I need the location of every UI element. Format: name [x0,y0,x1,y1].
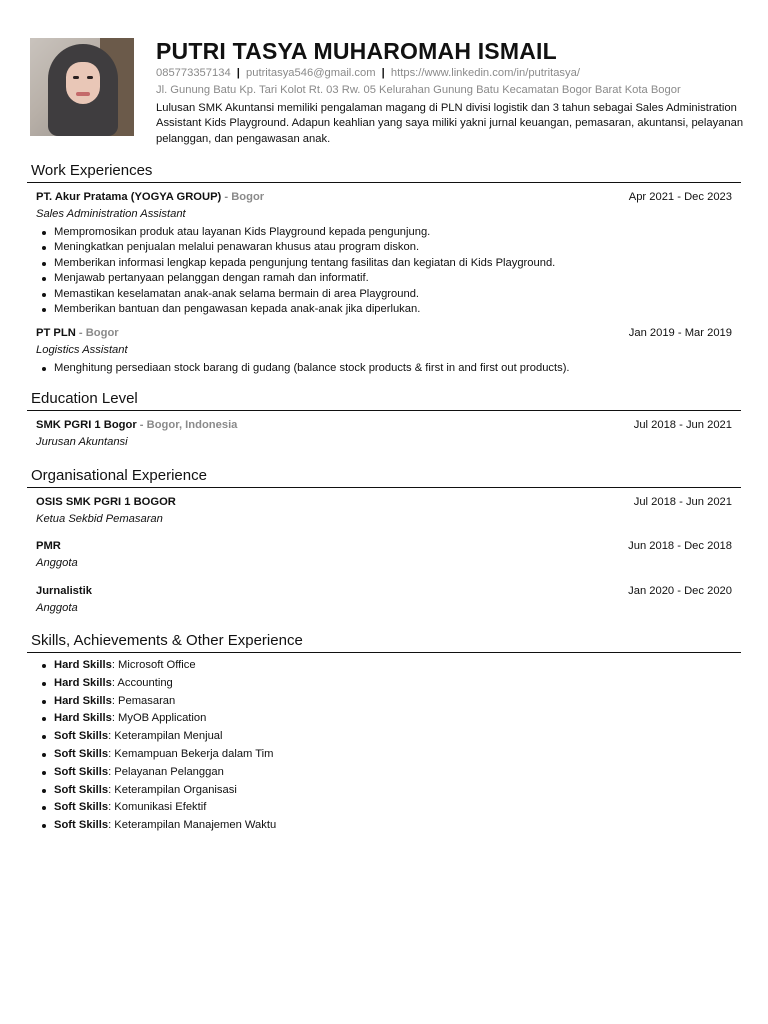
skill-item: Soft Skills: Keterampilan Organisasi [54,782,276,800]
skill-item: Soft Skills: Keterampilan Manajemen Waktu [54,817,276,835]
employment-dates: Jan 2019 - Mar 2019 [628,327,732,339]
contact-line [156,67,580,79]
profile-photo [30,38,134,136]
school-location: - Bogor, Indonesia [136,419,238,431]
organisation-role: Anggota [36,557,78,569]
education-entry-header [36,419,732,431]
work-entry-header [36,327,732,339]
skill-item: Soft Skills: Keterampilan Menjual [54,728,276,746]
organisation-dates: Jul 2018 - Jun 2021 [633,496,732,508]
section-divider [27,182,741,183]
education-dates: Jul 2018 - Jun 2021 [633,419,732,431]
list-item: Memastikan keselamatan anak-anak selama bermain di area Playground. [54,287,555,302]
job-duties-list [54,361,570,376]
employer-location: - Bogor [75,327,119,339]
organisation-name: OSIS SMK PGRI 1 BOGOR [36,496,176,508]
organisation-name: Jurnalistik [36,585,92,597]
organisation-entry-header [36,585,732,597]
employer-name: PT. Akur Pratama (YOGYA GROUP) [36,191,222,203]
list-item: Meningkatkan penjualan melalui penawaran khusus atau program diskon. [54,240,555,255]
skill-item: Soft Skills: Pelayanan Pelanggan [54,764,276,782]
study-program: Jurusan Akuntansi [36,436,128,448]
list-item: Menjawab pertanyaan pelanggan dengan ramah dan informatif. [54,271,555,286]
skill-item: Hard Skills: Microsoft Office [54,657,276,675]
section-title-organisation: Organisational Experience [31,467,207,484]
separator: | [236,67,240,79]
section-divider [27,487,741,488]
phone-number: 085773357134 [156,67,231,79]
list-item: Memberikan informasi lengkap kepada pengunjung tentang fasilitas dan kegiatan di Kids Playground. [54,256,555,271]
profile-summary: Lulusan SMK Akuntansi memiliki pengalaman magang di PLN divisi logistik dan 3 tahun sebagai Sales Administration Assistant Kids Playground. Adapun keahlian yang saya miliki yakni jurnal keuangan, pemasaran, akuntansi, pelayanan pelanggan, dan pengawasan anak. [156,102,744,145]
skill-item: Hard Skills: Accounting [54,675,276,693]
organisation-dates: Jan 2020 - Dec 2020 [628,585,732,597]
job-duties-list [54,225,555,317]
section-title-skills: Skills, Achievements & Other Experience [31,632,303,649]
skills-list [54,657,276,835]
section-title-work: Work Experiences [31,162,153,179]
employment-dates: Apr 2021 - Dec 2023 [628,191,732,203]
candidate-name: PUTRI TASYA MUHAROMAH ISMAIL [156,38,557,64]
employer-location: - Bogor [221,191,265,203]
list-item: Memberikan bantuan dan pengawasan kepada anak-anak jika diperlukan. [54,302,555,317]
linkedin-link[interactable]: https://www.linkedin.com/in/putritasya/ [390,67,580,79]
email-link[interactable]: putritasya546@gmail.com [246,67,376,79]
address: Jl. Gunung Batu Kp. Tari Kolot Rt. 03 Rw. 05 Kelurahan Gunung Batu Kecamatan Bogor Barat Kota Bogor [156,84,681,96]
organisation-role: Ketua Sekbid Pemasaran [36,513,163,525]
organisation-role: Anggota [36,602,78,614]
list-item: Mempromosikan produk atau layanan Kids Playground kepada pengunjung. [54,225,555,240]
organisation-name: PMR [36,540,61,552]
skill-item: Hard Skills: MyOB Application [54,710,276,728]
section-divider [27,652,741,653]
skill-item: Soft Skills: Kemampuan Bekerja dalam Tim [54,746,276,764]
school-name: SMK PGRI 1 Bogor [36,419,137,431]
section-title-education: Education Level [31,390,138,407]
skill-item: Hard Skills: Pemasaran [54,693,276,711]
organisation-dates: Jun 2018 - Dec 2018 [628,540,732,552]
job-title: Sales Administration Assistant [36,208,186,220]
section-divider [27,410,741,411]
work-entry-header [36,191,732,203]
skill-item: Soft Skills: Komunikasi Efektif [54,799,276,817]
separator: | [381,67,385,79]
organisation-entry-header [36,496,732,508]
job-title: Logistics Assistant [36,344,128,356]
list-item: Menghitung persediaan stock barang di gudang (balance stock products & first in and first out products). [54,361,570,376]
employer-name: PT PLN [36,327,76,339]
organisation-entry-header [36,540,732,552]
